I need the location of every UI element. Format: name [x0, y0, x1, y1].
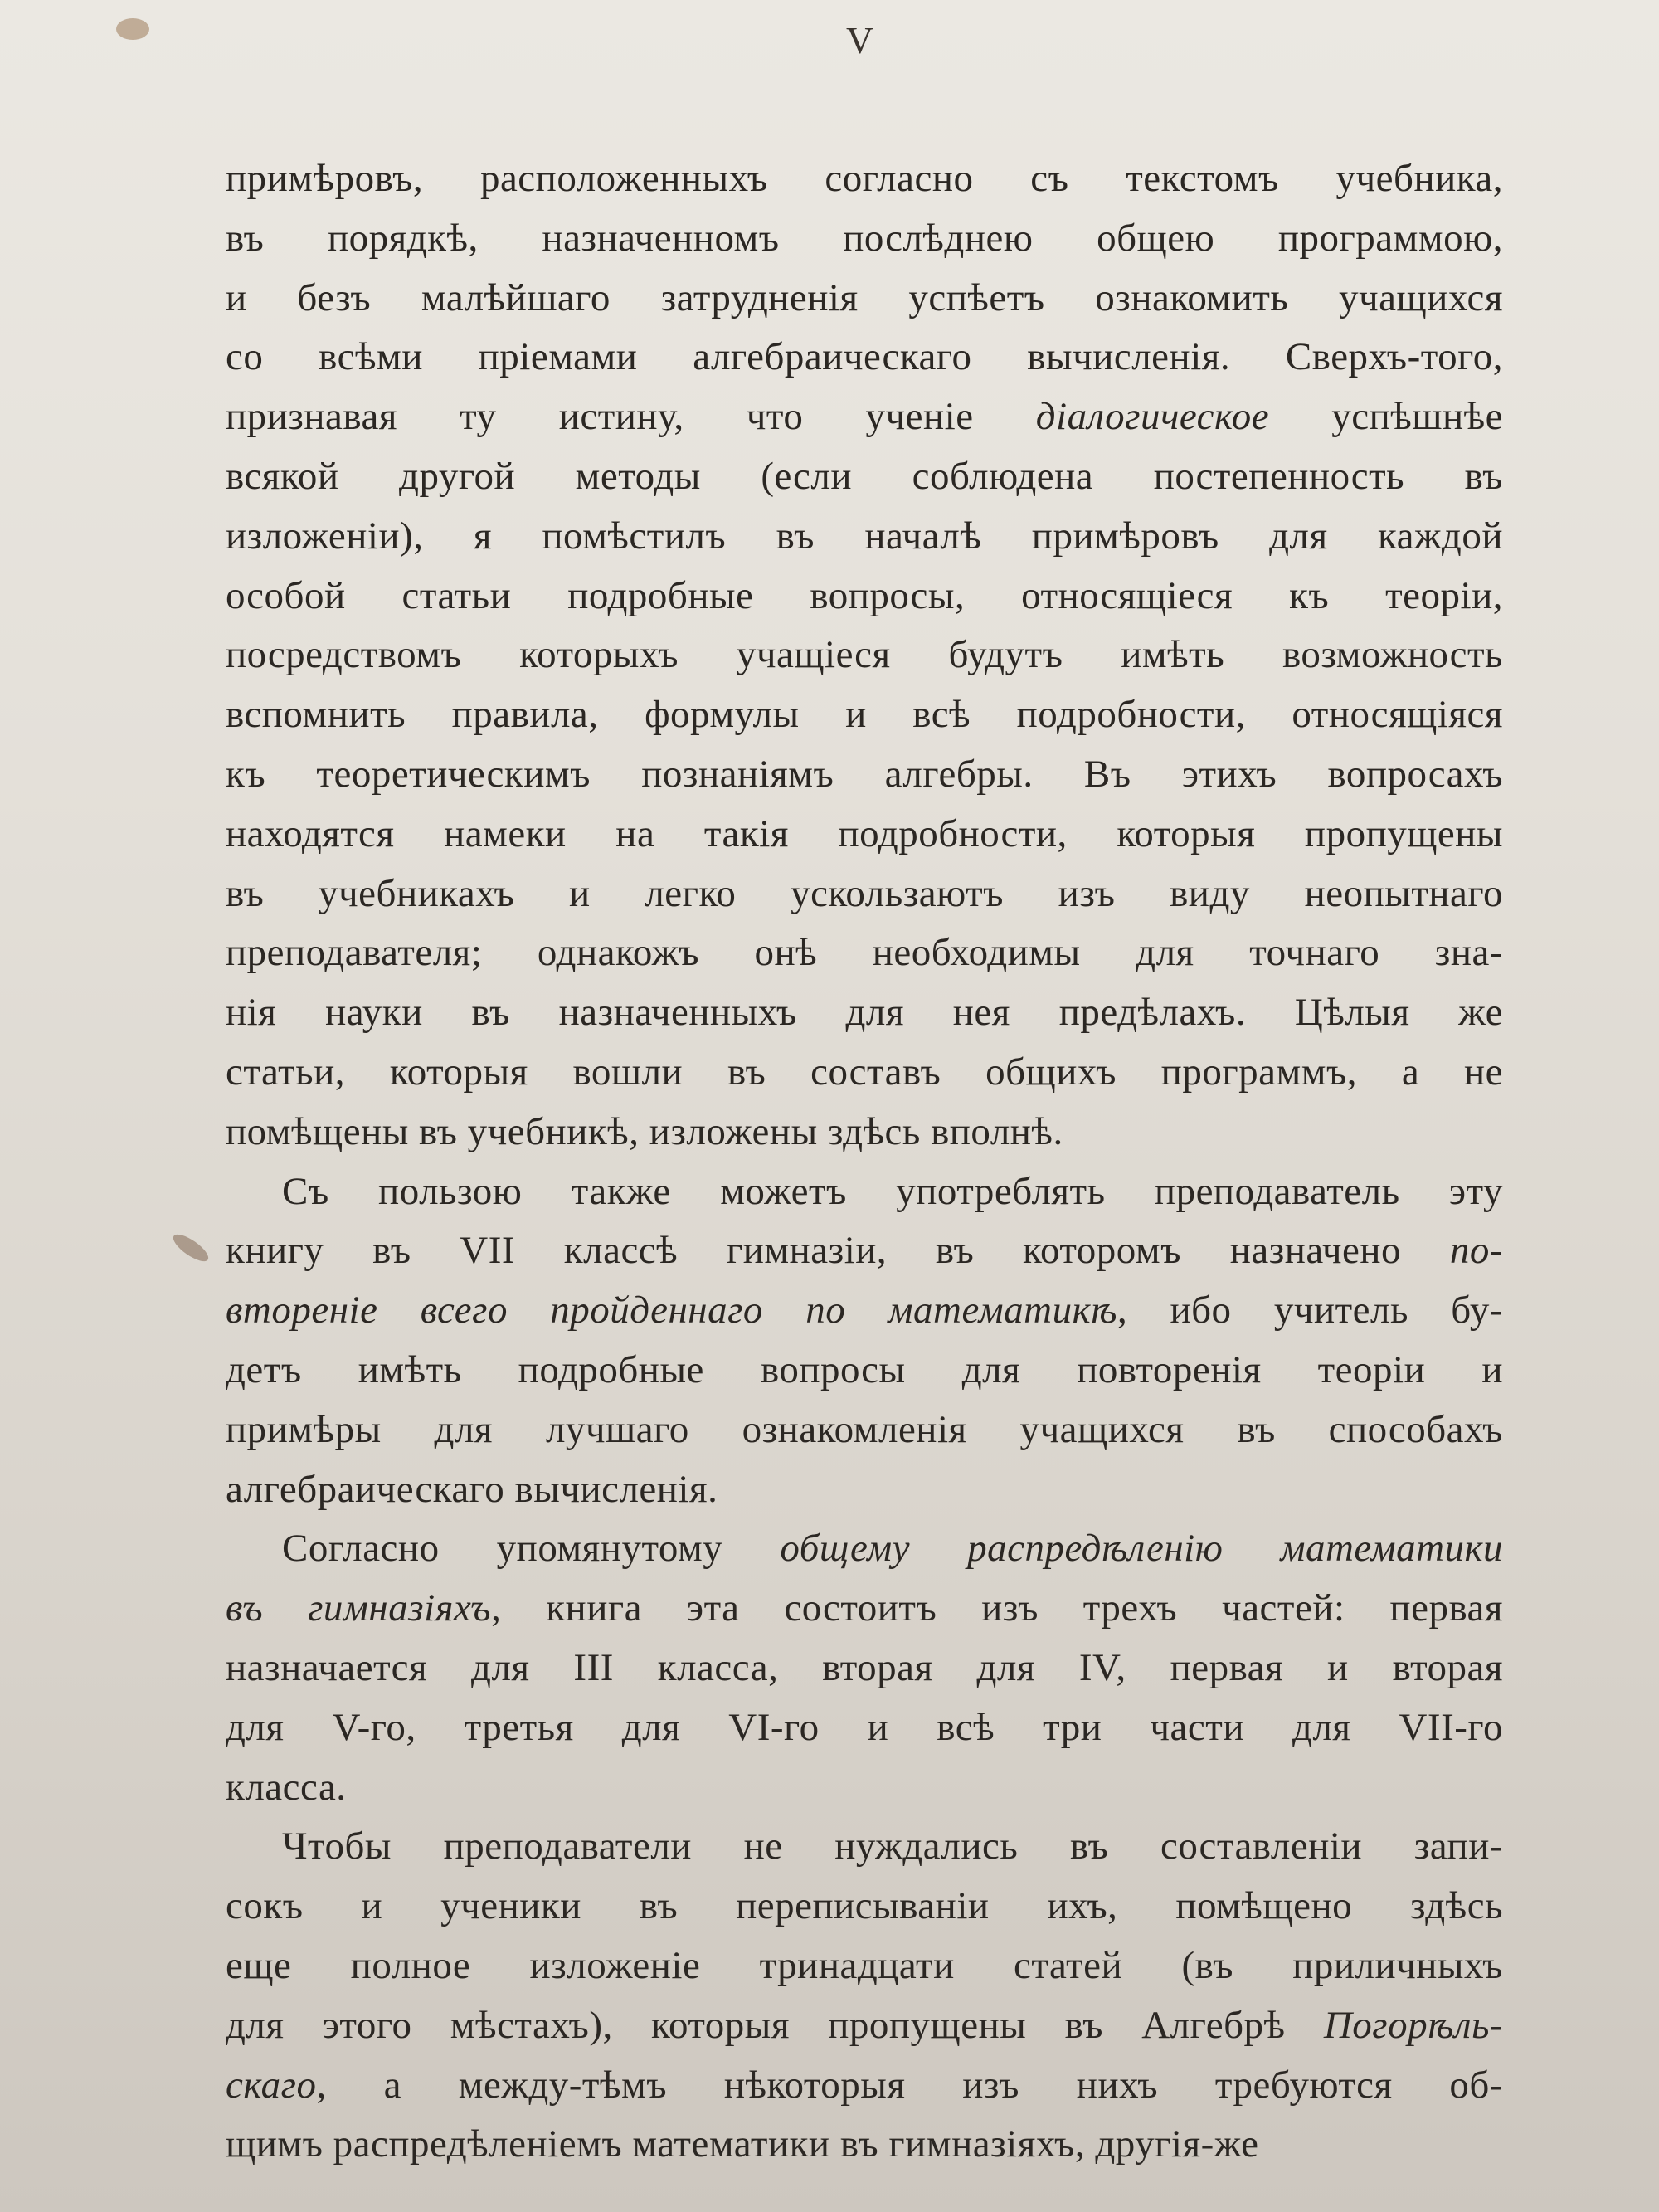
text-line [226, 1341, 1503, 1401]
text-segment: , ибо учитель бу- [1117, 1289, 1503, 1333]
text-line [226, 745, 1503, 805]
text-line [226, 1758, 1503, 1818]
text-line [226, 507, 1503, 567]
text-line [226, 1579, 1503, 1639]
text-segment: преподавателя; однакожъ онѣ необходимы для точнаго зна- [226, 931, 1503, 975]
italic-text: общему распредѣленію математики [780, 1527, 1503, 1571]
text-line [226, 149, 1503, 209]
text-segment: къ теоретическимъ познаніямъ алгебры. Въ этихъ вопросахъ [226, 752, 1503, 796]
text-line [226, 387, 1503, 447]
text-line [226, 1103, 1503, 1162]
italic-text: въ гимназіяхъ [226, 1586, 492, 1630]
text-line [226, 1996, 1503, 2056]
text-segment: сокъ и ученики въ переписываніи ихъ, помѣщено здѣсь [226, 1884, 1503, 1928]
text-line [226, 1401, 1503, 1460]
text-line [226, 805, 1503, 865]
text-line [226, 567, 1503, 626]
text-line [226, 685, 1503, 745]
text-segment: изложеніи), я помѣстилъ въ началѣ примѣровъ для каждой [226, 514, 1503, 558]
italic-text: діалогическое [1035, 395, 1270, 439]
text-segment: еще полное изложеніе тринадцати статей (въ приличныхъ [226, 1943, 1503, 1987]
text-segment: , а между-тѣмъ нѣкоторыя изъ нихъ требуются об- [316, 2063, 1503, 2107]
paragraph [226, 1162, 1503, 1520]
text-segment: Съ пользою также можетъ употреблять преподаватель эту [282, 1169, 1503, 1213]
text-line [226, 1639, 1503, 1698]
text-segment: , книга эта состоитъ изъ трехъ частей: первая [491, 1586, 1503, 1630]
paragraph [226, 149, 1503, 1162]
text-segment: детъ имѣть подробные вопросы для повторенія теоріи и [226, 1347, 1503, 1391]
text-segment: нія науки въ назначенныхъ для нея предѣлахъ. Цѣлыя же [226, 991, 1503, 1035]
text-line [226, 1519, 1503, 1579]
text-segment: алгебраическаго вычисленія. [226, 1467, 718, 1511]
text-segment: для этого мѣстахъ), которыя пропущены въ Алгебрѣ [226, 2003, 1324, 2047]
text-line [226, 865, 1503, 924]
paragraph [226, 1817, 1503, 2175]
text-line [226, 209, 1503, 269]
text-segment: со всѣми пріемами алгебраическаго вычисленія. Сверхъ-того, [226, 335, 1503, 379]
text-line [226, 983, 1503, 1043]
paragraph [226, 1519, 1503, 1817]
text-segment: успѣшнѣе [1269, 395, 1503, 439]
text-segment: назначается для III класса, вторая для IV, первая и вторая [226, 1645, 1503, 1689]
italic-text: скаго [226, 2063, 317, 2107]
text-line [226, 447, 1503, 507]
text-line [226, 328, 1503, 387]
text-line [226, 923, 1503, 983]
paper-stain [169, 1230, 212, 1265]
text-segment: находятся намеки на такія подробности, которыя пропущены [226, 811, 1503, 855]
text-segment: Чтобы преподаватели не нуждались въ составленіи запи- [282, 1825, 1503, 1869]
text-line [226, 1221, 1503, 1281]
text-segment: особой статьи подробные вопросы, относящіеся къ теоріи, [226, 573, 1503, 617]
italic-text: Погорѣль- [1323, 2003, 1503, 2047]
text-segment: щимъ распредѣленіемъ математики въ гимназіяхъ, другія-же [226, 2122, 1259, 2166]
text-line [226, 1281, 1503, 1341]
text-segment: всякой другой методы (если соблюдена постепенность въ [226, 454, 1503, 498]
italic-text: по- [1449, 1229, 1503, 1273]
text-line [226, 1460, 1503, 1520]
text-segment: въ порядкѣ, назначенномъ послѣднею общею программою, [226, 216, 1503, 260]
text-line [226, 2115, 1503, 2175]
text-line [226, 269, 1503, 329]
text-segment: вспомнить правила, формулы и всѣ подробности, относящіяся [226, 693, 1503, 737]
text-line [226, 626, 1503, 685]
text-segment: въ учебникахъ и легко ускользаютъ изъ виду неопытнаго [226, 871, 1503, 915]
text-segment: класса. [226, 1765, 347, 1809]
text-segment: признавая ту истину, что ученіе [226, 395, 1036, 439]
text-line [226, 1698, 1503, 1758]
text-segment: для V-го, третья для VI-го и всѣ три части для VII-го [226, 1705, 1503, 1749]
text-line [226, 1043, 1503, 1103]
body-text [226, 149, 1503, 2175]
text-line [226, 1937, 1503, 1996]
paper-stain [116, 18, 149, 40]
text-segment: примѣровъ, расположенныхъ согласно съ текстомъ учебника, [226, 157, 1503, 200]
text-segment: Согласно упомянутому [282, 1527, 781, 1571]
text-line [226, 1817, 1503, 1877]
italic-text: втореніе всего пройденнаго по математикѣ [226, 1289, 1117, 1333]
text-segment: посредствомъ которыхъ учащіеся будутъ имѣть возможность [226, 633, 1503, 677]
text-segment: помѣщены въ учебникѣ, изложены здѣсь вполнѣ. [226, 1109, 1063, 1153]
text-line [226, 1162, 1503, 1222]
text-line [226, 1877, 1503, 1937]
text-segment: примѣры для лучшаго ознакомленія учащихся въ способахъ [226, 1407, 1503, 1451]
text-segment: и безъ малѣйшаго затрудненія успѣетъ ознакомить учащихся [226, 275, 1503, 319]
page-number: V [846, 19, 874, 61]
text-segment: книгу въ VII классѣ гимназіи, въ которомъ назначено [226, 1229, 1450, 1273]
text-line [226, 2056, 1503, 2116]
text-segment: статьи, которыя вошли въ составъ общихъ программъ, а не [226, 1050, 1503, 1094]
